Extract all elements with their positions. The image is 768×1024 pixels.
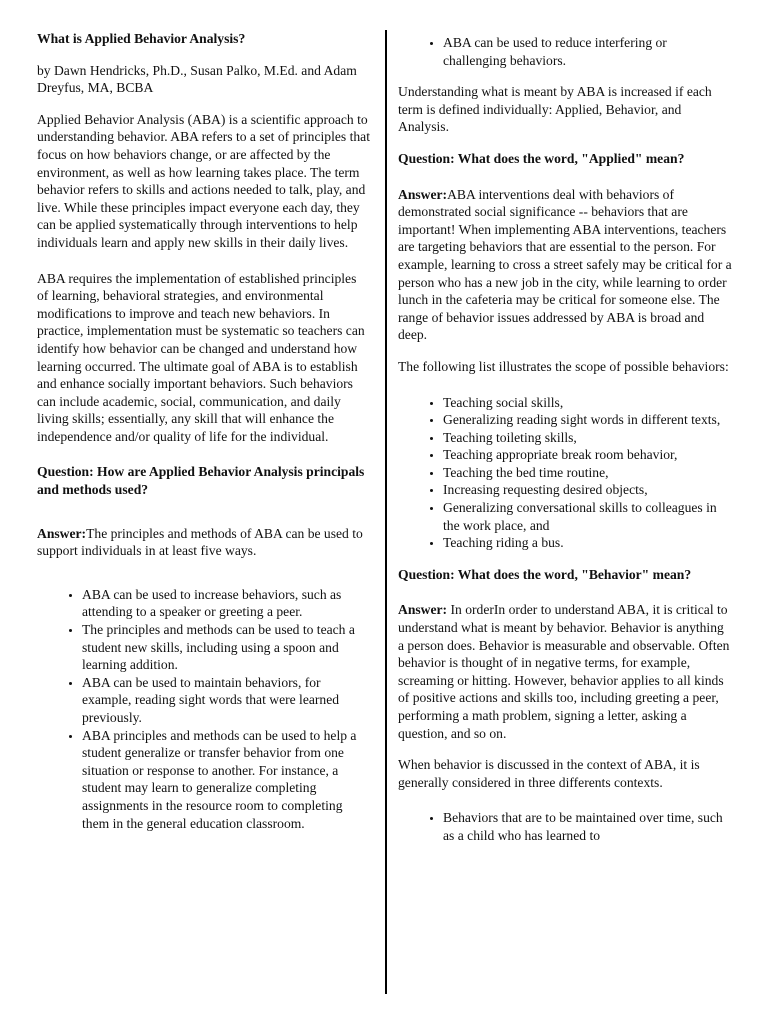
document-title: What is Applied Behavior Analysis?	[37, 31, 246, 46]
list-item: • ABA principles and methods can be used to help a student generalize or transfer behavior from one situation or response to another. For instance, a student may learn to generalize completing assignments in the resource room to completing them in the general education classroom.	[82, 727, 371, 833]
answer-text: In orderIn order to understand ABA, it is critical to understand what is meant by behavior. Behavior is anything a person does. Behavior is measurable and observable. Often behavior is thought of in negative terms, for example, screaming or hitting. However, behavior applies to all kinds of positive actions and skills too, including greeting a peer, performing a math problem, signing a letter, asking a question, and so on.	[398, 602, 730, 741]
list-item: • ABA can be used to reduce interfering or challenging behaviors.	[443, 34, 732, 69]
list-item: • Teaching appropriate break room behavior,	[443, 446, 732, 464]
list-item: • Teaching riding a bus.	[443, 534, 732, 552]
intro-paragraph: Applied Behavior Analysis (ABA) is a scientific approach to understanding behavior. ABA refers to a set of principles that focus on how behaviors change, or are affected by the environment, as well as how learning takes place. The term behavior refers to skills and actions needed to talk, play, and live. While these principles impact everyone each day, they can be applied systematically through interventions to help individuals learn and apply new skills in their daily lives.	[37, 111, 370, 250]
scope-intro: The following list illustrates the scope of possible behaviors:	[398, 358, 729, 374]
terms-intro-paragraph: Understanding what is meant by ABA is increased if each term is defined individually: Applied, Behavior, and Analysis.	[398, 84, 712, 135]
answer-label: Answer:	[37, 525, 87, 541]
column-divider	[385, 30, 387, 994]
answer-behavior	[398, 601, 732, 742]
answer-label: Answer:	[398, 602, 448, 618]
authors-line: by Dawn Hendricks, Ph.D., Susan Palko, M.Ed. and Adam Dreyfus, MA, BCBA	[37, 62, 357, 96]
list-item: • Teaching toileting skills,	[443, 429, 732, 447]
list-item: • Generalizing conversational skills to colleagues in the work place, and	[443, 499, 732, 534]
answer-how-used	[37, 525, 371, 560]
continued-uses-list	[398, 34, 732, 69]
context-paragraph: When behavior is discussed in the context of ABA, it is generally considered in three differents contexts.	[398, 757, 700, 790]
left-column	[37, 30, 371, 846]
list-item: • Teaching social skills,	[443, 394, 732, 412]
answer-text: ABA interventions deal with behaviors of demonstrated social significance -- behaviors that are important! When implementing ABA interventions, teachers are targeting behaviors that are essential to the person. For example, learning to cross a street safely may be critical for a person who has a new job in the city, while learning to order lunch in the cafeteria may be critical for someone else. The range of behavior issues addressed by ABA is broad and deep.	[398, 186, 732, 343]
right-column	[398, 30, 732, 859]
list-item: • Teaching the bed time routine,	[443, 464, 732, 482]
question-behavior: Question: What does the word, "Behavior" mean?	[398, 566, 692, 582]
question-applied: Question: What does the word, "Applied" mean?	[398, 150, 685, 166]
answer-text: The principles and methods of ABA can be used to support individuals in at least five ways.	[37, 525, 363, 559]
list-item: • Increasing requesting desired objects,	[443, 481, 732, 499]
list-item: • ABA can be used to maintain behaviors, for example, reading sight words that were learned previously.	[82, 674, 371, 727]
contexts-list	[398, 809, 732, 844]
uses-list	[37, 586, 371, 832]
list-item: • The principles and methods can be used to teach a student new skills, including using a spoon and learning addition.	[82, 621, 371, 674]
answer-label: Answer:	[398, 186, 448, 202]
list-item: • Behaviors that are to be maintained over time, such as a child who has learned to	[443, 809, 732, 844]
list-item: • Generalizing reading sight words in different texts,	[443, 411, 732, 429]
answer-applied	[398, 186, 732, 344]
list-item: • ABA can be used to increase behaviors, such as attending to a speaker or greeting a peer.	[82, 586, 371, 621]
requirements-paragraph: ABA requires the implementation of established principles of learning, behavioral strategies, and environmental modifications to improve and teach new behaviors. In practice, implementation must be systematic so teachers can identify how behavior can be changed and understand how learning occurred. The ultimate goal of ABA is to establish and enhance socially important behaviors. Such behaviors can include academic, social, communication, and daily living skills; essentially, any skill that will enhance the independence and/or quality of life for the individual.	[37, 270, 365, 444]
behaviors-list	[398, 394, 732, 552]
question-how-used: Question: How are Applied Behavior Analysis principals and methods used?	[37, 464, 365, 498]
